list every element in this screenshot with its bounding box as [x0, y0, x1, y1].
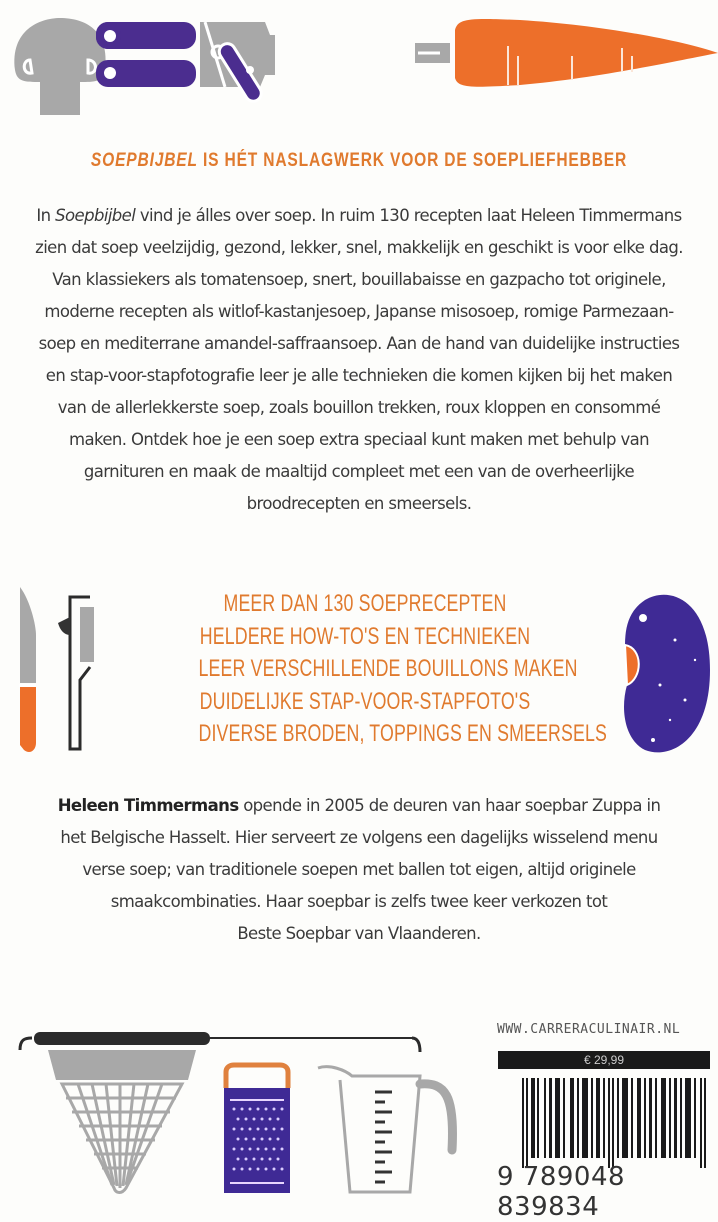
isbn-number: 9 789048 839834 — [497, 1162, 626, 1222]
intro-line: Van klassiekers als tomatensoep, snert, bouillabaisse en gazpacho tot originele, — [52, 270, 666, 289]
intro-paragraph — [20, 200, 698, 520]
intro-text: In — [36, 206, 56, 225]
intro-line: maken. Ontdek hoe je een soep extra speciaal kunt maken met behulp van — [68, 430, 650, 449]
publisher-url[interactable]: WWW.CARRERACULINAIR.NL — [497, 1022, 681, 1037]
intro-line: soep en mediterrane amandel-saffraansoep. Aan de hand van duidelijke instructies — [38, 334, 680, 353]
barcode-icon — [522, 1078, 712, 1168]
feature-item: LEER VERSCHILLENDE BOUILLONS MAKEN — [198, 655, 578, 682]
feature-item: DIVERSE BRODEN, TOPPINGS EN SMEERSELS — [198, 720, 607, 747]
carrot-icon — [415, 19, 718, 87]
can-opener-icon — [96, 22, 275, 104]
intro-line: garnituren en maak de maaltijd compleet met een van de overheerlijke — [83, 462, 635, 481]
intro-text: vind je álles over soep. In ruim 130 recepten laat Heleen Timmermans — [135, 206, 682, 225]
intro-line: en stap-voor-stapfotografie leer je alle technieken die komen kijken bij het maken — [45, 366, 673, 385]
tagline-rest: IS HÉT NASLAGWERK VOOR DE SOEPLIEFHEBBER — [197, 150, 628, 171]
bio-line: het Belgische Hasselt. Hier serveert ze volgens een dagelijks wisselend menu — [60, 828, 658, 847]
price-label: € 29,99 — [498, 1051, 710, 1069]
feature-list — [140, 588, 607, 751]
tagline — [65, 150, 654, 172]
mushroom-icon — [14, 18, 105, 115]
bottom-illustrations — [0, 1020, 480, 1200]
bio-line: verse soep; van traditionele soepen met ballen tot eigen, altijd originele — [82, 860, 636, 879]
sieve-icon — [34, 1032, 210, 1193]
measuring-jug-icon — [318, 1067, 453, 1192]
intro-line: van de allerlekkerste soep, zoals bouillon trekken, roux kloppen en consommé — [57, 398, 661, 417]
feature-item: MEER DAN 130 SOEPRECEPTEN — [223, 590, 507, 617]
feature-item: DUIDELIJKE STAP-VOOR-STAPFOTO'S — [199, 687, 531, 715]
author-bio — [20, 790, 698, 950]
top-illustrations — [0, 0, 718, 120]
bio-line: smaakcombinaties. Haar soepbar is zelfs twee keer verkozen tot — [110, 892, 608, 911]
middle-left-illustrations — [0, 585, 130, 755]
feature-item: HELDERE HOW-TO'S EN TECHNIEKEN — [199, 622, 531, 650]
knife-icon — [19, 587, 36, 752]
intro-line: broodrecepten en smeersels. — [246, 494, 472, 513]
intro-line: zien dat soep veelzijdig, gezond, lekker, snel, makkelijk en geschikt is voor elke dag. — [35, 238, 683, 257]
grater-icon — [224, 1065, 290, 1193]
peeler-icon — [58, 597, 94, 749]
bio-text: opende in 2005 de deuren van haar soepbar Zuppa in — [238, 796, 661, 815]
intro-line: moderne recepten als witlof-kastanjesoep, Japanse misosoep, romige Parmezaan- — [44, 302, 674, 321]
book-title-italic: Soepbijbel — [55, 206, 136, 225]
bio-line: Beste Soepbar van Vlaanderen. — [237, 924, 481, 943]
author-name: Heleen Timmermans — [57, 796, 239, 815]
bean-icon — [615, 590, 715, 760]
tagline-book-title: SOEPBIJBEL — [90, 150, 198, 171]
